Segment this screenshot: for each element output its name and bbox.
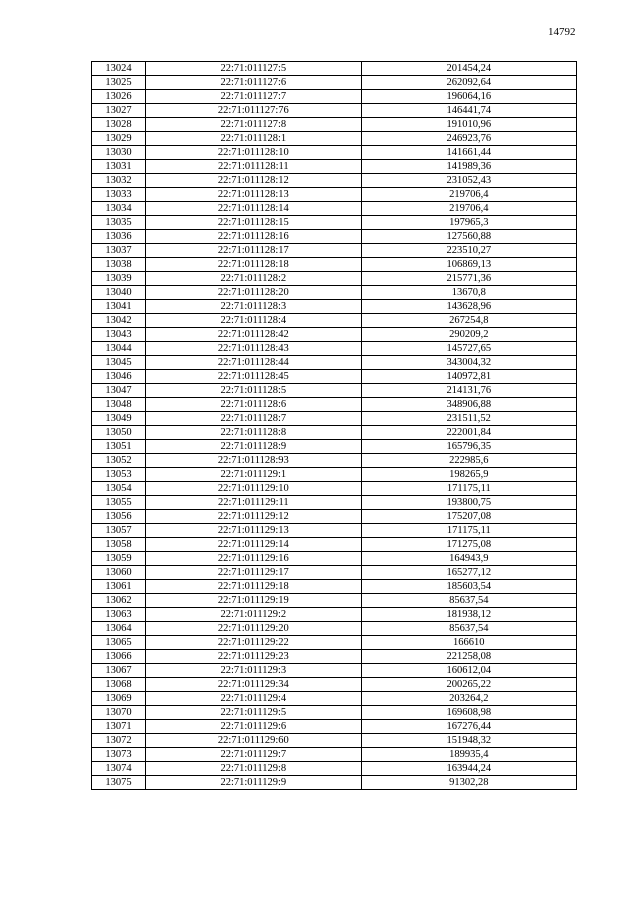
value-cell: 141989,36	[361, 160, 576, 174]
table-row	[92, 272, 577, 286]
value-cell: 171175,11	[361, 524, 576, 538]
cadastral-number-cell: 22:71:011129:60	[146, 734, 361, 748]
table-row	[92, 538, 577, 552]
cadastral-number-cell: 22:71:011128:17	[146, 244, 361, 258]
cadastral-number-cell: 22:71:011127:8	[146, 118, 361, 132]
table-row	[92, 440, 577, 454]
value-cell: 165796,35	[361, 440, 576, 454]
cadastral-number-cell: 22:71:011128:11	[146, 160, 361, 174]
value-cell: 169608,98	[361, 706, 576, 720]
table-row	[92, 524, 577, 538]
value-cell: 85637,54	[361, 622, 576, 636]
cadastral-number-cell: 22:71:011128:3	[146, 300, 361, 314]
cadastral-number-cell: 22:71:011128:2	[146, 272, 361, 286]
table-row	[92, 188, 577, 202]
table-row	[92, 76, 577, 90]
cadastral-number-cell: 22:71:011128:15	[146, 216, 361, 230]
table-row	[92, 300, 577, 314]
value-cell: 197965,3	[361, 216, 576, 230]
cadastral-number-cell: 22:71:011128:7	[146, 412, 361, 426]
row-number-cell: 13049	[92, 412, 146, 426]
row-number-cell: 13037	[92, 244, 146, 258]
table-row	[92, 762, 577, 776]
value-cell: 196064,16	[361, 90, 576, 104]
cadastral-number-cell: 22:71:011128:45	[146, 370, 361, 384]
table-row	[92, 104, 577, 118]
table-row	[92, 174, 577, 188]
row-number-cell: 13043	[92, 328, 146, 342]
value-cell: 140972,81	[361, 370, 576, 384]
row-number-cell: 13038	[92, 258, 146, 272]
table-row	[92, 132, 577, 146]
cadastral-number-cell: 22:71:011128:42	[146, 328, 361, 342]
row-number-cell: 13035	[92, 216, 146, 230]
cadastral-number-cell: 22:71:011128:12	[146, 174, 361, 188]
row-number-cell: 13050	[92, 426, 146, 440]
value-cell: 223510,27	[361, 244, 576, 258]
cadastral-number-cell: 22:71:011129:14	[146, 538, 361, 552]
row-number-cell: 13034	[92, 202, 146, 216]
cadastral-number-cell: 22:71:011127:6	[146, 76, 361, 90]
row-number-cell: 13025	[92, 76, 146, 90]
cadastral-number-cell: 22:71:011128:93	[146, 454, 361, 468]
row-number-cell: 13044	[92, 342, 146, 356]
value-cell: 222985,6	[361, 454, 576, 468]
table-row	[92, 552, 577, 566]
table-body	[92, 62, 577, 790]
row-number-cell: 13030	[92, 146, 146, 160]
table-row	[92, 664, 577, 678]
value-cell: 175207,08	[361, 510, 576, 524]
row-number-cell: 13054	[92, 482, 146, 496]
value-cell: 146441,74	[361, 104, 576, 118]
table-row	[92, 62, 577, 76]
value-cell: 231052,43	[361, 174, 576, 188]
cadastral-number-cell: 22:71:011128:5	[146, 384, 361, 398]
row-number-cell: 13072	[92, 734, 146, 748]
row-number-cell: 13060	[92, 566, 146, 580]
cadastral-number-cell: 22:71:011127:5	[146, 62, 361, 76]
cadastral-number-cell: 22:71:011128:9	[146, 440, 361, 454]
row-number-cell: 13068	[92, 678, 146, 692]
row-number-cell: 13053	[92, 468, 146, 482]
value-cell: 91302,28	[361, 776, 576, 790]
table-row	[92, 398, 577, 412]
row-number-cell: 13073	[92, 748, 146, 762]
value-cell: 166610	[361, 636, 576, 650]
table-row	[92, 244, 577, 258]
cadastral-number-cell: 22:71:011129:1	[146, 468, 361, 482]
value-cell: 145727,65	[361, 342, 576, 356]
row-number-cell: 13042	[92, 314, 146, 328]
value-cell: 215771,36	[361, 272, 576, 286]
value-cell: 151948,32	[361, 734, 576, 748]
cadastral-number-cell: 22:71:011129:6	[146, 720, 361, 734]
cadastral-number-cell: 22:71:011128:6	[146, 398, 361, 412]
cadastral-number-cell: 22:71:011129:13	[146, 524, 361, 538]
value-cell: 231511,52	[361, 412, 576, 426]
value-cell: 171275,08	[361, 538, 576, 552]
value-cell: 171175,11	[361, 482, 576, 496]
row-number-cell: 13032	[92, 174, 146, 188]
table-row	[92, 314, 577, 328]
cadastral-number-cell: 22:71:011129:7	[146, 748, 361, 762]
row-number-cell: 13051	[92, 440, 146, 454]
value-cell: 348906,88	[361, 398, 576, 412]
value-cell: 267254,8	[361, 314, 576, 328]
cadastral-number-cell: 22:71:011128:43	[146, 342, 361, 356]
row-number-cell: 13031	[92, 160, 146, 174]
cadastral-number-cell: 22:71:011129:4	[146, 692, 361, 706]
table-row	[92, 118, 577, 132]
row-number-cell: 13067	[92, 664, 146, 678]
value-cell: 201454,24	[361, 62, 576, 76]
row-number-cell: 13036	[92, 230, 146, 244]
value-cell: 191010,96	[361, 118, 576, 132]
row-number-cell: 13057	[92, 524, 146, 538]
row-number-cell: 13071	[92, 720, 146, 734]
table-row	[92, 328, 577, 342]
row-number-cell: 13062	[92, 594, 146, 608]
value-cell: 106869,13	[361, 258, 576, 272]
value-cell: 181938,12	[361, 608, 576, 622]
cadastral-number-cell: 22:71:011127:76	[146, 104, 361, 118]
row-number-cell: 13056	[92, 510, 146, 524]
row-number-cell: 13028	[92, 118, 146, 132]
table-row	[92, 286, 577, 300]
table-row	[92, 776, 577, 790]
table-row	[92, 426, 577, 440]
cadastral-number-cell: 22:71:011129:2	[146, 608, 361, 622]
value-cell: 343004,32	[361, 356, 576, 370]
cadastral-number-cell: 22:71:011129:22	[146, 636, 361, 650]
table-row	[92, 412, 577, 426]
value-cell: 141661,44	[361, 146, 576, 160]
table-row	[92, 230, 577, 244]
value-cell: 167276,44	[361, 720, 576, 734]
cadastral-number-cell: 22:71:011128:18	[146, 258, 361, 272]
value-cell: 219706,4	[361, 202, 576, 216]
cadastral-number-cell: 22:71:011128:16	[146, 230, 361, 244]
cadastral-number-cell: 22:71:011129:20	[146, 622, 361, 636]
row-number-cell: 13065	[92, 636, 146, 650]
table-row	[92, 370, 577, 384]
value-cell: 160612,04	[361, 664, 576, 678]
value-cell: 219706,4	[361, 188, 576, 202]
cadastral-number-cell: 22:71:011129:18	[146, 580, 361, 594]
cadastral-number-cell: 22:71:011129:10	[146, 482, 361, 496]
cadastral-number-cell: 22:71:011129:9	[146, 776, 361, 790]
table-row	[92, 636, 577, 650]
row-number-cell: 13033	[92, 188, 146, 202]
table-row	[92, 468, 577, 482]
table-row	[92, 650, 577, 664]
row-number-cell: 13024	[92, 62, 146, 76]
table-row	[92, 580, 577, 594]
table-row	[92, 748, 577, 762]
table-row	[92, 496, 577, 510]
table-row	[92, 678, 577, 692]
value-cell: 193800,75	[361, 496, 576, 510]
table-row	[92, 384, 577, 398]
value-cell: 200265,22	[361, 678, 576, 692]
table-row	[92, 160, 577, 174]
cadastral-number-cell: 22:71:011128:20	[146, 286, 361, 300]
row-number-cell: 13046	[92, 370, 146, 384]
cadastral-number-cell: 22:71:011128:1	[146, 132, 361, 146]
cadastral-number-cell: 22:71:011129:3	[146, 664, 361, 678]
cadastral-number-cell: 22:71:011128:13	[146, 188, 361, 202]
table-row	[92, 342, 577, 356]
cadastral-number-cell: 22:71:011128:4	[146, 314, 361, 328]
table-row	[92, 622, 577, 636]
value-cell: 198265,9	[361, 468, 576, 482]
cadastral-number-cell: 22:71:011128:44	[146, 356, 361, 370]
value-cell: 290209,2	[361, 328, 576, 342]
row-number-cell: 13039	[92, 272, 146, 286]
table-row	[92, 510, 577, 524]
table-row	[92, 90, 577, 104]
row-number-cell: 13026	[92, 90, 146, 104]
cadastral-number-cell: 22:71:011128:14	[146, 202, 361, 216]
cadastral-number-cell: 22:71:011129:34	[146, 678, 361, 692]
cadastral-number-cell: 22:71:011129:19	[146, 594, 361, 608]
value-cell: 85637,54	[361, 594, 576, 608]
page-number: 14792	[548, 26, 576, 38]
value-cell: 221258,08	[361, 650, 576, 664]
value-cell: 185603,54	[361, 580, 576, 594]
table-row	[92, 706, 577, 720]
table-row	[92, 356, 577, 370]
row-number-cell: 13055	[92, 496, 146, 510]
cadastral-number-cell: 22:71:011129:23	[146, 650, 361, 664]
table-row	[92, 608, 577, 622]
row-number-cell: 13070	[92, 706, 146, 720]
cadastral-number-cell: 22:71:011129:16	[146, 552, 361, 566]
table-row	[92, 146, 577, 160]
value-cell: 214131,76	[361, 384, 576, 398]
row-number-cell: 13069	[92, 692, 146, 706]
cadastral-number-cell: 22:71:011129:11	[146, 496, 361, 510]
value-cell: 222001,84	[361, 426, 576, 440]
row-number-cell: 13029	[92, 132, 146, 146]
table-row	[92, 482, 577, 496]
value-cell: 203264,2	[361, 692, 576, 706]
row-number-cell: 13066	[92, 650, 146, 664]
cadastral-number-cell: 22:71:011129:17	[146, 566, 361, 580]
row-number-cell: 13045	[92, 356, 146, 370]
value-cell: 164943,9	[361, 552, 576, 566]
cadastral-number-cell: 22:71:011129:8	[146, 762, 361, 776]
value-cell: 189935,4	[361, 748, 576, 762]
value-cell: 262092,64	[361, 76, 576, 90]
value-cell: 127560,88	[361, 230, 576, 244]
table-row	[92, 594, 577, 608]
cadastral-number-cell: 22:71:011129:5	[146, 706, 361, 720]
row-number-cell: 13040	[92, 286, 146, 300]
row-number-cell: 13048	[92, 398, 146, 412]
table-row	[92, 734, 577, 748]
value-cell: 143628,96	[361, 300, 576, 314]
table-row	[92, 202, 577, 216]
row-number-cell: 13052	[92, 454, 146, 468]
row-number-cell: 13059	[92, 552, 146, 566]
row-number-cell: 13064	[92, 622, 146, 636]
cadastral-number-cell: 22:71:011129:12	[146, 510, 361, 524]
row-number-cell: 13061	[92, 580, 146, 594]
table-row	[92, 566, 577, 580]
table-row	[92, 454, 577, 468]
cadastral-number-cell: 22:71:011128:10	[146, 146, 361, 160]
cadastral-value-table	[91, 61, 577, 790]
row-number-cell: 13058	[92, 538, 146, 552]
table-row	[92, 720, 577, 734]
value-cell: 13670,8	[361, 286, 576, 300]
cadastral-number-cell: 22:71:011128:8	[146, 426, 361, 440]
value-cell: 246923,76	[361, 132, 576, 146]
table-row	[92, 258, 577, 272]
row-number-cell: 13075	[92, 776, 146, 790]
cadastral-number-cell: 22:71:011127:7	[146, 90, 361, 104]
value-cell: 163944,24	[361, 762, 576, 776]
row-number-cell: 13027	[92, 104, 146, 118]
row-number-cell: 13041	[92, 300, 146, 314]
row-number-cell: 13074	[92, 762, 146, 776]
table-row	[92, 216, 577, 230]
table-row	[92, 692, 577, 706]
row-number-cell: 13063	[92, 608, 146, 622]
row-number-cell: 13047	[92, 384, 146, 398]
value-cell: 165277,12	[361, 566, 576, 580]
